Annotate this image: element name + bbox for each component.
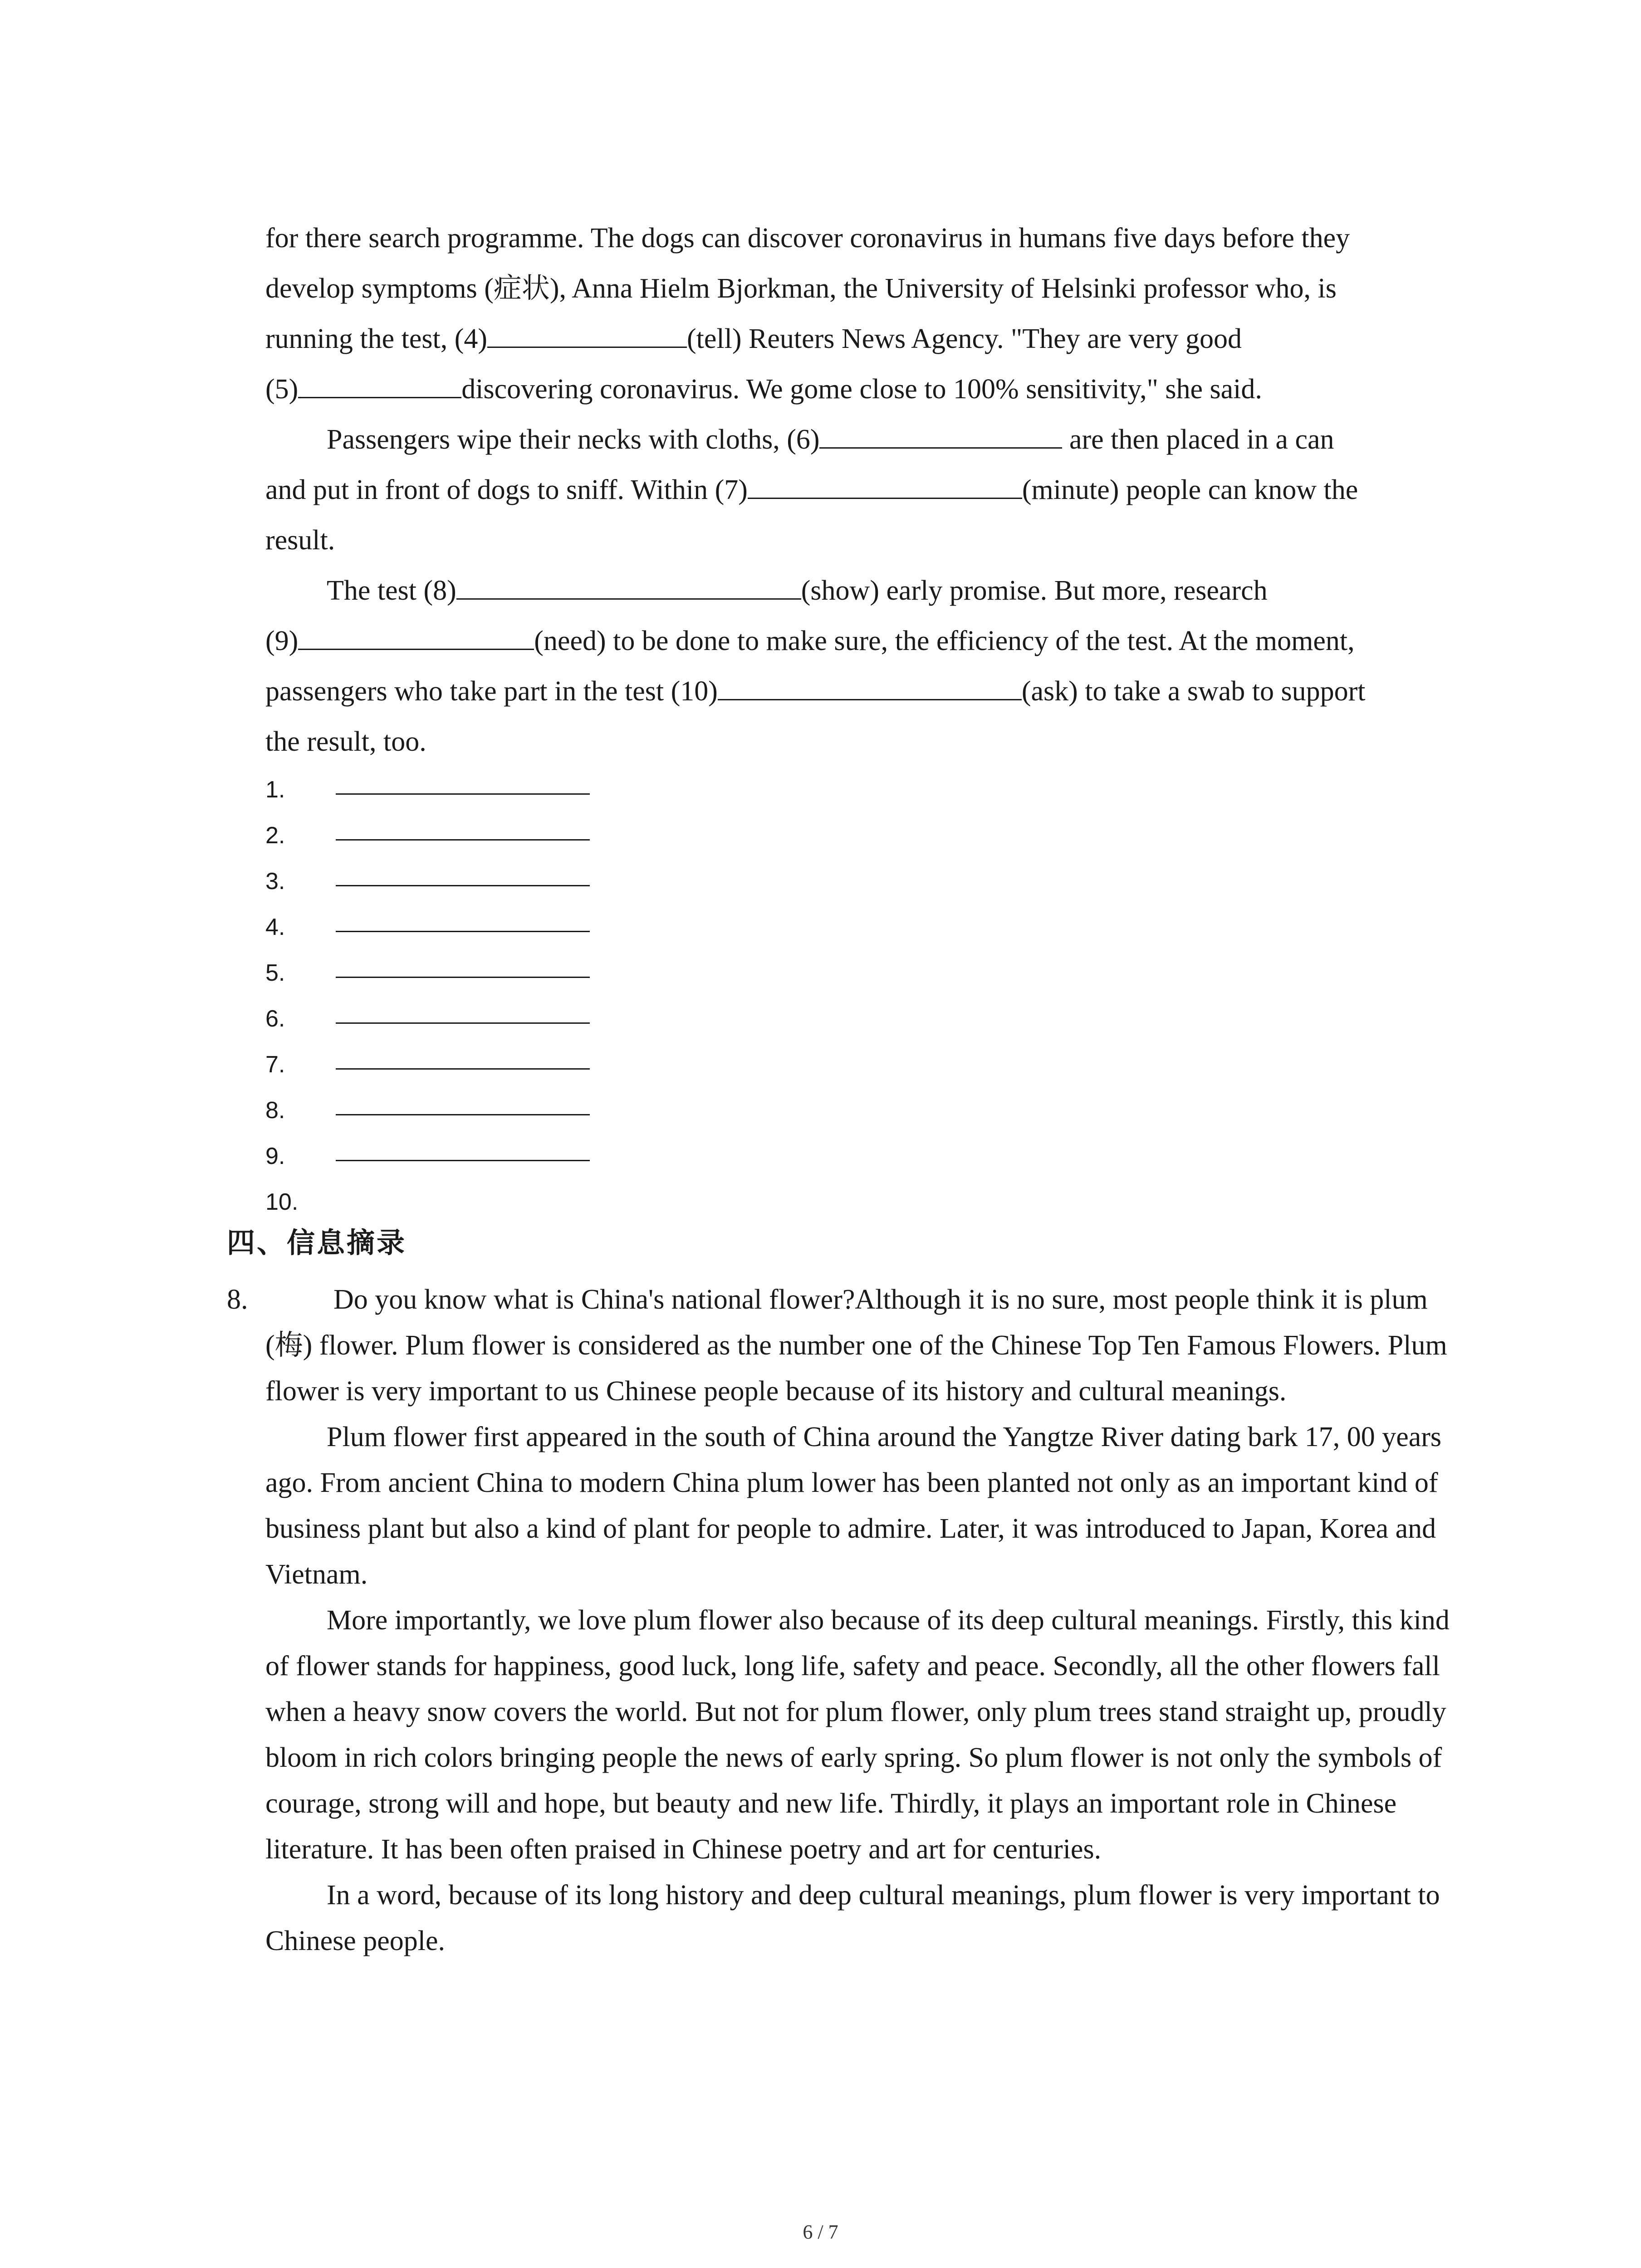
passage-line <box>265 364 1459 415</box>
passage-text: (need) to be done to make sure, the efficiency of the test. At the moment, <box>534 626 1355 656</box>
passage-line: develop symptoms (症状), Anna Hielm Bjorkman, the University of Helsinki professor who, is <box>265 273 1337 304</box>
passage-text: (5) <box>265 374 299 405</box>
blank-7[interactable] <box>748 471 1022 499</box>
answer-blank[interactable] <box>336 793 590 795</box>
answer-number: 6. <box>265 1006 285 1032</box>
answer-blank[interactable] <box>336 885 590 886</box>
answer-row <box>265 996 1459 1042</box>
question-paragraph: In a word, because of its long history and deep cultural meanings, plum flower is very important to Chinese people. <box>265 1880 1440 1956</box>
question-number: 8. <box>227 1284 248 1315</box>
blank-9[interactable] <box>298 622 534 650</box>
answer-row <box>265 1179 1459 1225</box>
question-paragraph: Do you know what is China's national flower?Although it is no sure, most people think it is plum (梅) flower. Plum flower is considered as the number one of the Chinese Top Ten Famous Flowers. Plum flower is very important to us Chinese people because of its history and cultural meanings. <box>265 1284 1447 1407</box>
passage-text: (minute) people can know the <box>1022 474 1358 505</box>
answer-blank[interactable] <box>336 1022 590 1024</box>
question-paragraph: Plum flower first appeared in the south of China around the Yangtze River dating bark 17, 00 years ago. From ancient China to modern China plum lower has been planted not only as an important kind of business plant but also a kind of plant for people to admire. Later, it was introduced to Japan, Korea and Vietnam. <box>265 1422 1442 1590</box>
passage-line <box>265 566 1459 616</box>
passage-text: and put in front of dogs to sniff. Within (7) <box>265 474 748 505</box>
passage-text: (tell) Reuters News Agency. "They are very good <box>687 323 1242 354</box>
passage-line: for there search programme. The dogs can discover coronavirus in humans five days before they <box>265 223 1350 254</box>
passage-text: Passengers wipe their necks with cloths, (6) <box>327 424 820 455</box>
question-8 <box>227 1277 1459 1964</box>
answer-blank[interactable] <box>336 839 590 841</box>
answer-number: 10. <box>265 1189 299 1215</box>
passage-text: passengers who take part in the test (10) <box>265 676 718 707</box>
passage-line: the result, too. <box>265 726 426 757</box>
answer-number: 3. <box>265 868 285 894</box>
answer-number: 5. <box>265 960 285 986</box>
answer-row <box>265 1088 1459 1134</box>
answer-number: 9. <box>265 1143 285 1169</box>
blank-6[interactable] <box>819 421 1062 449</box>
answer-blank[interactable] <box>336 1114 590 1115</box>
blank-8[interactable] <box>456 572 801 600</box>
passage-text: (show) early promise. But more, research <box>801 575 1268 606</box>
passage-text: are then placed in a can <box>1062 424 1334 455</box>
passage-text: The test (8) <box>327 575 456 606</box>
blank-4[interactable] <box>487 320 687 348</box>
answer-row <box>265 950 1459 996</box>
cloze-passage <box>265 213 1459 1225</box>
blank-5[interactable] <box>298 371 461 398</box>
passage-line <box>265 666 1459 717</box>
answer-number: 1. <box>265 777 285 803</box>
answer-blank[interactable] <box>336 1160 590 1161</box>
blank-10[interactable] <box>718 673 1022 700</box>
passage-line <box>265 314 1459 364</box>
answer-blank[interactable] <box>336 977 590 978</box>
answer-number: 2. <box>265 822 285 849</box>
passage-line <box>265 415 1459 465</box>
answer-row <box>265 1042 1459 1088</box>
answer-row <box>265 767 1459 813</box>
passage-text: running the test, (4) <box>265 323 488 354</box>
page-number: 6 / 7 <box>803 2221 838 2243</box>
section-title: 四、信息摘录 <box>227 1226 407 1259</box>
passage-text: (ask) to take a swab to support <box>1021 676 1366 707</box>
answer-list <box>265 767 1459 1225</box>
answer-blank[interactable] <box>336 1068 590 1070</box>
passage-line <box>265 465 1459 515</box>
question-paragraph: More importantly, we love plum flower also because of its deep cultural meanings. Firstly, this kind of flower stands for happiness, good luck, long life, safety and peace. Secondly, all the other flowers fall when a heavy snow covers the world. But not for plum flower, only plum trees stand straight up, proudly bloom in rich colors bringing people the news of early spring. So plum flower is not only the symbols of courage, strong will and hope, but beauty and new life. Thirdly, it plays an important role in Chinese literature. It has been often praised in Chinese poetry and art for centuries. <box>265 1605 1450 1865</box>
answer-row <box>265 1134 1459 1179</box>
passage-text: discovering coronavirus. We gome close to 100% sensitivity," she said. <box>461 374 1262 405</box>
answer-blank[interactable] <box>336 931 590 932</box>
answer-number: 7. <box>265 1051 285 1078</box>
answer-row <box>265 813 1459 859</box>
answer-number: 4. <box>265 914 285 940</box>
question-body <box>265 1277 1459 1964</box>
passage-text: (9) <box>265 626 299 656</box>
passage-line: result. <box>265 525 335 556</box>
passage-line <box>265 616 1459 666</box>
answer-row <box>265 904 1459 950</box>
answer-row <box>265 859 1459 904</box>
answer-number: 8. <box>265 1097 285 1124</box>
